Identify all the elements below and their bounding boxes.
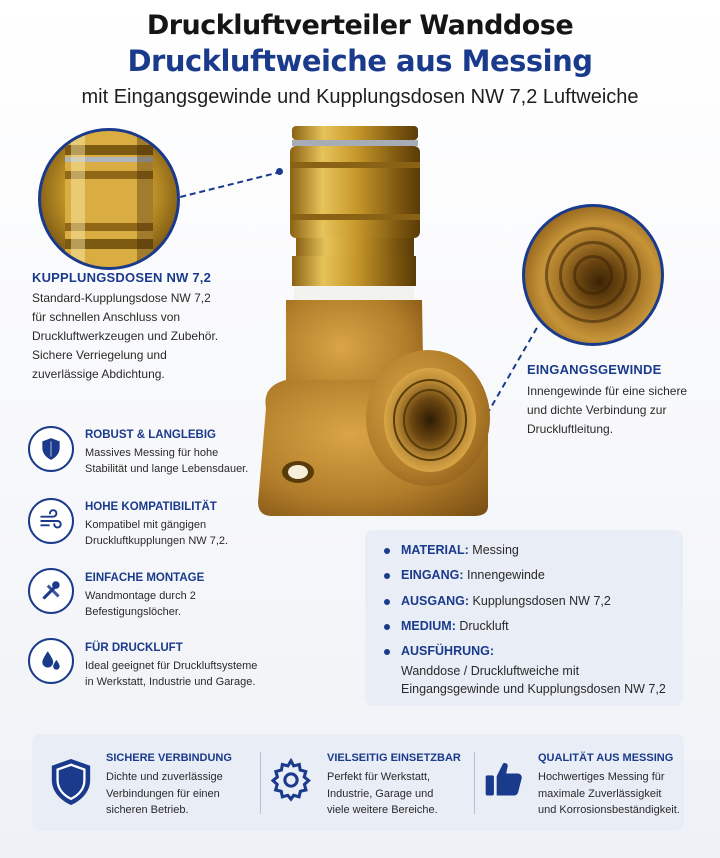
text-line: Sichere Verriegelung und: [32, 348, 167, 362]
benefit-text: [327, 769, 467, 819]
spec-value: Kupplungsdosen NW 7,2: [472, 594, 611, 608]
text-line: für schnellen Anschluss von: [32, 310, 181, 324]
benefit-text: [538, 769, 680, 819]
brass-wall-plate-graphic: [252, 118, 502, 528]
spec-row: [401, 644, 494, 658]
spec-key: MATERIAL:: [401, 543, 469, 557]
text-line: und Korrosionsbeständigkeit.: [538, 804, 680, 816]
bullet: [384, 548, 390, 554]
spec-value: Messing: [472, 543, 519, 557]
text-line: Industrie, Garage und: [327, 787, 434, 800]
text-line: Kompatibel mit gängigen: [85, 519, 207, 531]
spec-row: [401, 568, 545, 582]
benefit-text: [106, 769, 256, 819]
divider: [474, 752, 475, 814]
text-line: Dichte und zuverlässige: [106, 771, 223, 783]
feature-text: [85, 445, 285, 477]
spec-detail: [401, 662, 666, 698]
coupling-heading: KUPPLUNGSDOSEN NW 7,2: [32, 270, 212, 285]
thumbs-up-icon: [482, 756, 526, 807]
text-line: maximale Zuverlässigkeit: [538, 787, 662, 800]
thread-heading: EINGANGSGEWINDE: [527, 362, 662, 377]
text-line: Druckluftkupplungen NW 7,2.: [85, 535, 229, 547]
text-line: viele weitere Bereiche.: [327, 804, 438, 816]
tools-icon: [28, 568, 74, 614]
coupling-detail-image: [38, 128, 180, 270]
text-line: Perfekt für Werkstatt,: [327, 771, 431, 783]
page-title: Druckluftverteiler Wanddose: [146, 10, 574, 41]
bullet: [384, 649, 390, 655]
spec-row: [401, 594, 611, 608]
bullet: [384, 624, 390, 630]
droplets-icon: [28, 638, 74, 684]
text-line: und dichte Verbindung zur: [527, 403, 667, 417]
feature-text: [85, 588, 285, 620]
text-line: Befestigungslöcher.: [85, 606, 182, 618]
text-line: in Werkstatt, Industrie und Garage.: [85, 676, 256, 688]
spec-value: Innengewinde: [466, 568, 545, 582]
spec-key: AUSGANG:: [401, 594, 470, 608]
shield-check-icon: [48, 756, 94, 813]
divider: [260, 752, 261, 814]
coupling-closeup-graphic: [41, 131, 177, 267]
text-line: Massives Messing für hohe: [85, 447, 219, 459]
spec-key: EINGANG:: [401, 568, 464, 582]
spec-value: Druckluft: [459, 619, 509, 633]
benefit-heading: VIELSEITIG EINSETZBAR: [327, 752, 461, 764]
product-image: [252, 118, 502, 528]
feature-heading: EINFACHE MONTAGE: [85, 572, 205, 584]
text-line: Stabilität und lange Lebensdauer.: [85, 463, 249, 475]
page-subtitle: mit Eingangsgewinde und Kupplungsdosen NW 7,2 Luftweiche: [81, 86, 639, 108]
benefit-heading: SICHERE VERBINDUNG: [106, 752, 232, 764]
feature-text: [85, 517, 285, 549]
thread-ring: [573, 255, 613, 295]
airflow-icon: [28, 498, 74, 544]
text-line: Innengewinde für eine sichere: [527, 384, 688, 398]
spec-row: [401, 619, 509, 633]
bullet: [384, 599, 390, 605]
text-line: Hochwertiges Messing für: [538, 771, 665, 783]
text-line: Druckluftleitung.: [527, 422, 614, 436]
feature-heading: FÜR DRUCKLUFT: [85, 642, 183, 654]
shield-check-icon: [28, 426, 74, 472]
text-line: sicheren Betrieb.: [106, 804, 189, 816]
feature-heading: ROBUST & LANGLEBIG: [85, 429, 216, 441]
spec-row: [401, 543, 519, 557]
benefit-heading: QUALITÄT AUS MESSING: [538, 752, 674, 764]
text-line: Druckluftwerkzeugen und Zubehör.: [32, 329, 219, 343]
text-line: Verbindungen für einen: [106, 787, 220, 800]
text-line: Wandmontage durch 2: [85, 590, 196, 602]
thread-description: [527, 382, 707, 439]
text-line: Wanddose / Druckluftweiche mit: [401, 664, 580, 678]
spec-key: MEDIUM:: [401, 619, 456, 633]
spec-key: AUSFÜHRUNG:: [401, 644, 495, 658]
gear-icon: [268, 757, 314, 808]
bullet: [384, 573, 390, 579]
text-line: Standard-Kupplungsdose NW 7,2: [32, 291, 211, 305]
text-line: zuverlässige Abdichtung.: [32, 367, 165, 381]
feature-heading: HOHE KOMPATIBILITÄT: [85, 501, 217, 513]
coupling-description: [32, 289, 262, 384]
thread-detail-image: [522, 204, 664, 346]
text-line: Ideal geeignet für Druckluftsysteme: [85, 660, 258, 672]
text-line: Eingangsgewinde und Kupplungsdosen NW 7,2: [401, 682, 666, 696]
feature-text: [85, 658, 285, 690]
page-title-accent: Druckluftweiche aus Messing: [127, 44, 593, 78]
